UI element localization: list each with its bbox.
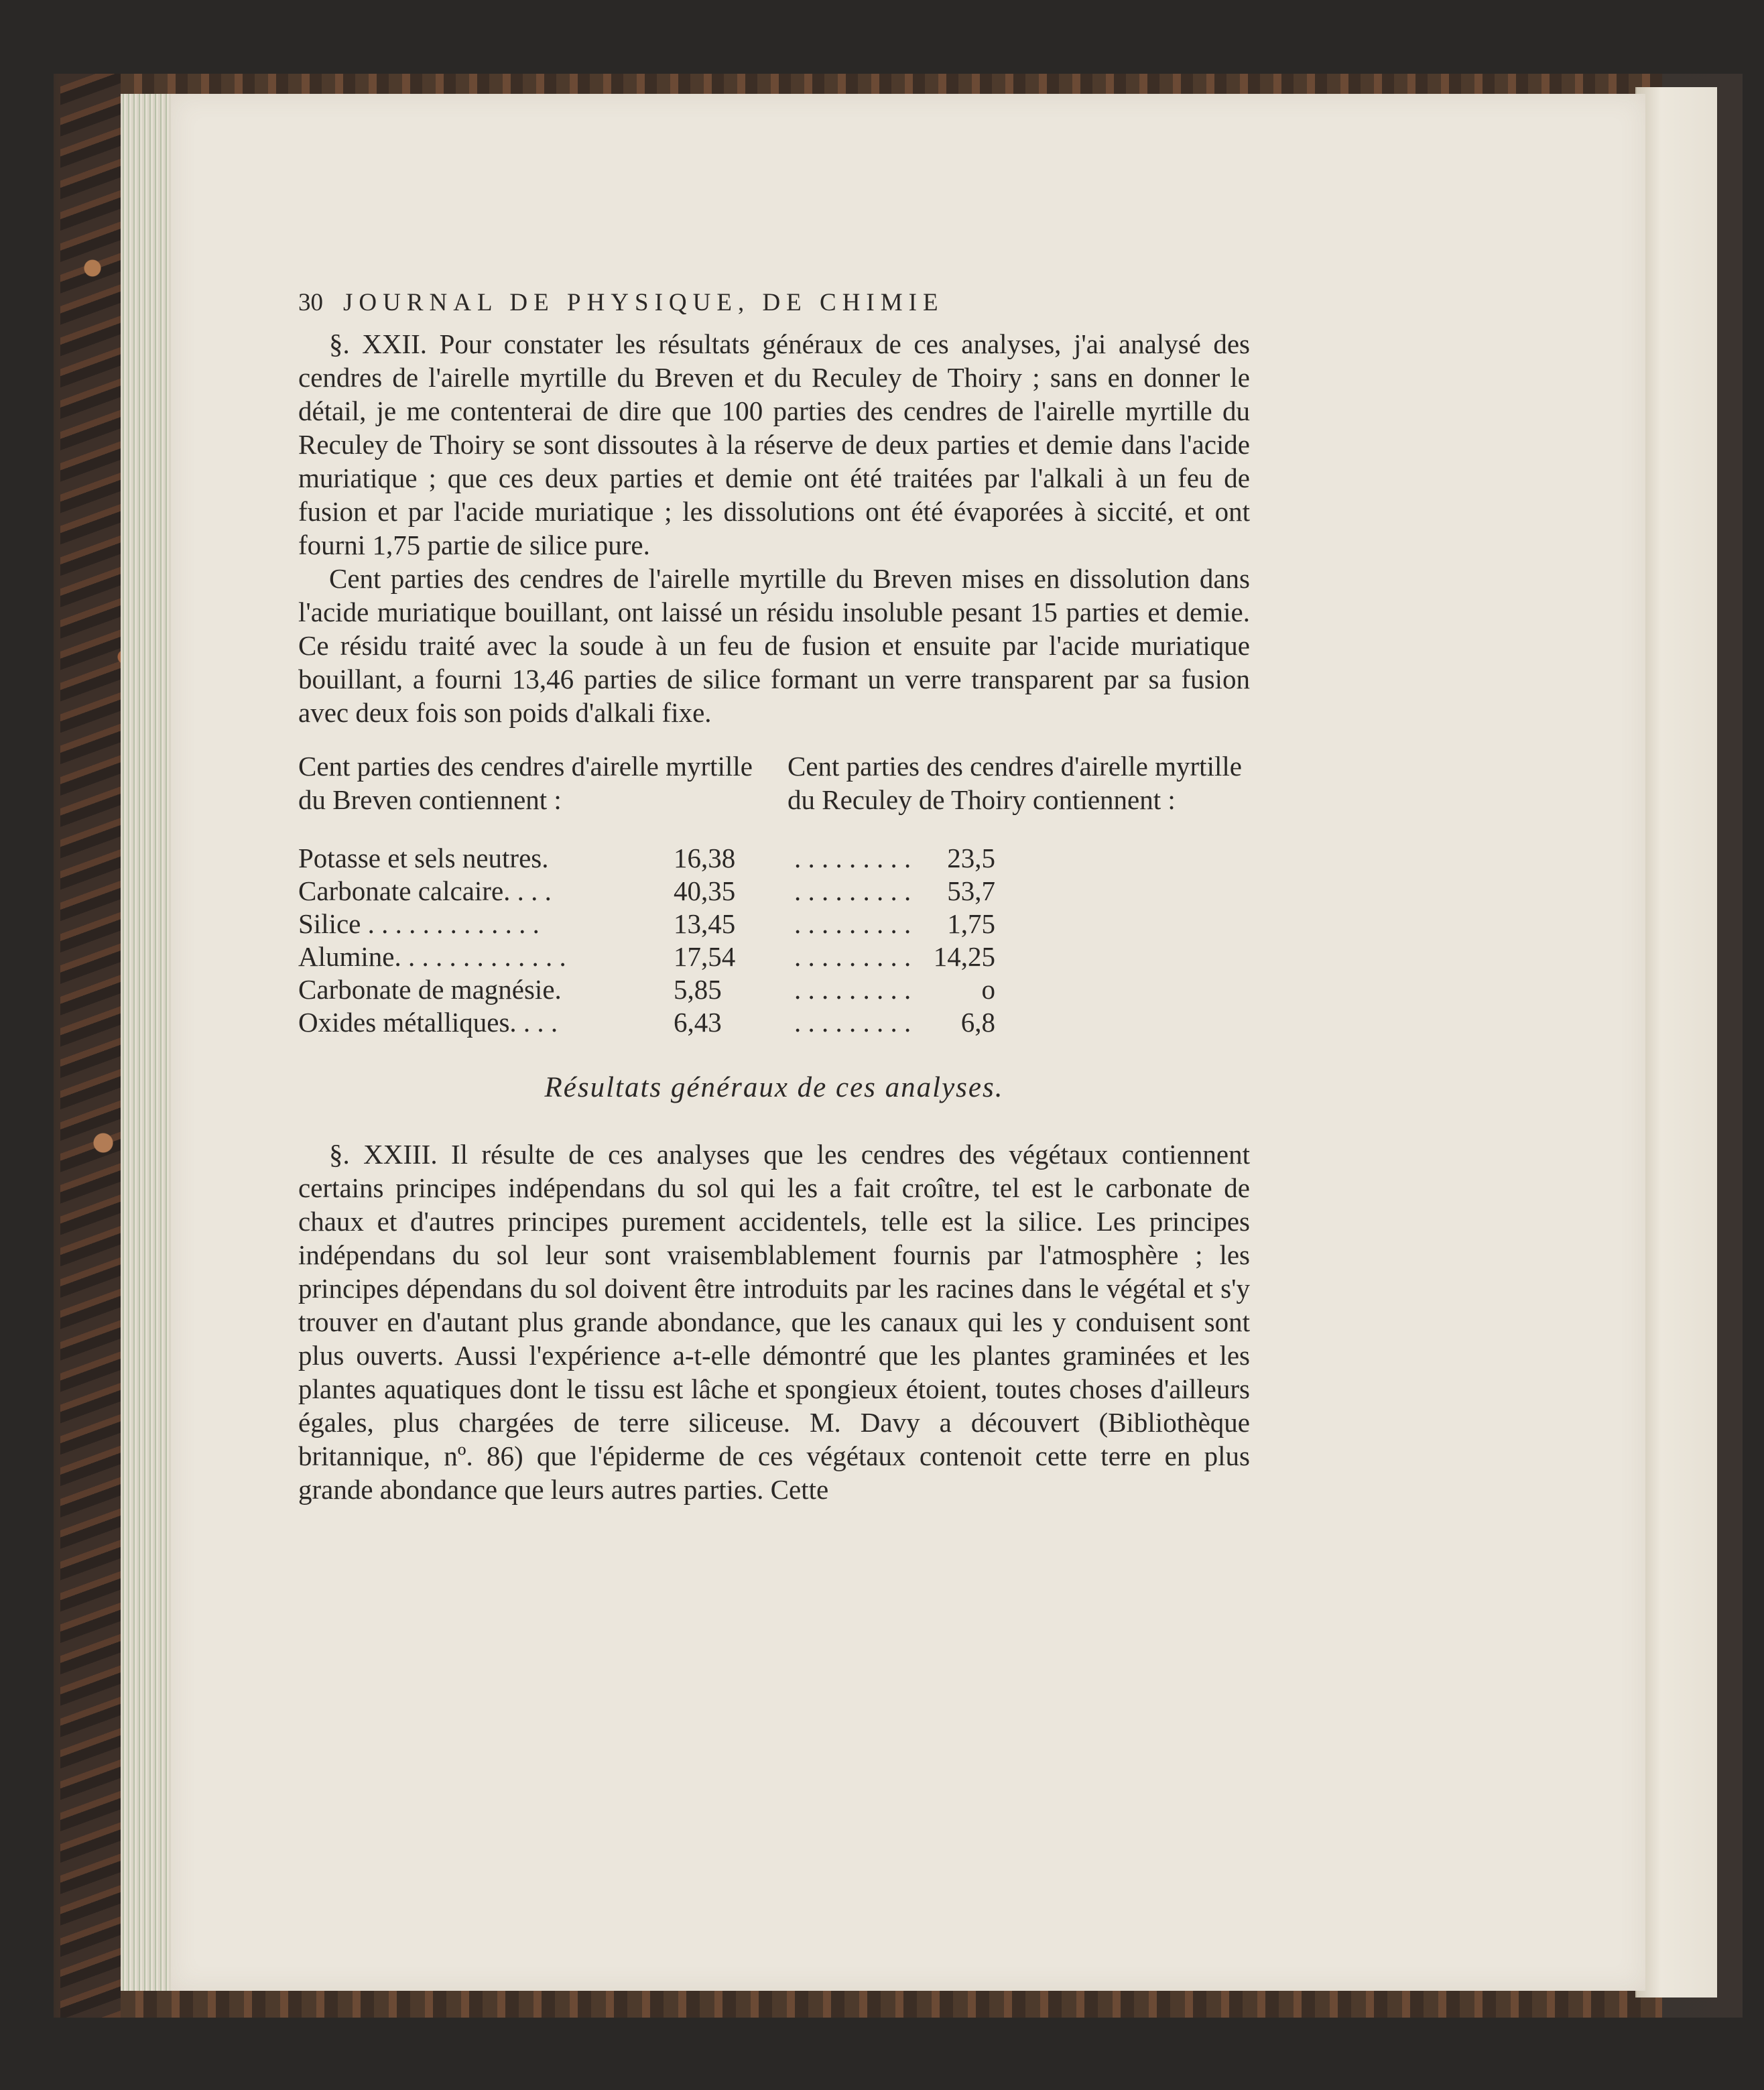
section-heading: Résultats généraux de ces analyses.	[544, 1072, 1004, 1103]
composition-table	[298, 842, 1035, 1039]
page-number: 30	[298, 289, 323, 316]
row-label: Silice . . . . . . . . . . . . .	[298, 908, 540, 939]
table-row	[298, 908, 1035, 940]
table-row	[298, 940, 1035, 973]
page-text	[298, 288, 1421, 1506]
dot-leader: . . . . . . . . .	[794, 843, 911, 873]
dot-leader: . . . . . . . . .	[794, 908, 911, 939]
breven-value: 17,54	[674, 941, 736, 972]
reculey-value: 14,25	[933, 941, 995, 972]
paragraph-breven: Cent parties des cendres de l'airelle myrtille du Breven mises en dissolution dans l'acide muriatique bouillant, ont laissé un résidu insoluble pesant 15 parties et demie. Ce résidu traité avec la soude à un feu de fusion et ensuite par l'acide muriatique bouillant, a fourni 13,46 parties de silice formant un verre transparent par sa fusion avec deux fois son poids d'alkali fixe.	[298, 563, 1250, 728]
row-label: Carbonate calcaire. . . .	[298, 875, 552, 906]
row-label: Oxides métalliques. . . .	[298, 1007, 558, 1038]
dot-leader: . . . . . . . . .	[794, 941, 911, 972]
table-row	[298, 973, 1035, 1006]
dot-leader: . . . . . . . . .	[794, 974, 911, 1005]
breven-value: 5,85	[674, 974, 722, 1005]
breven-value: 6,43	[674, 1007, 722, 1038]
paragraph-xxiii: §. XXIII. Il résulte de ces analyses que les cendres des végétaux contiennent certains principes indépendans du sol qui les a fait croître, tel est le carbonate de chaux et d'autres principes purement accidentels, telle est la silice. Les principes indépendans du sol leur sont vraisemblablement fournis par l'atmosphère ; les principes dépendans du sol doivent être introduits par les racines dans le végétal et s'y trouver en d'autant plus grande abondance, que les canaux qui les y conduisent sont plus ouverts. Aussi l'expérience a-t-elle démontré que les plantes graminées et les plantes aquatiques dont le tissu est lâche et spongieux étoient, toutes choses d'ailleurs égales, plus chargées de terre siliceuse. M. Davy a découvert (Bibliothèque britannique, nº. 86) que l'épiderme de ces végétaux contenoit cette terre en plus grande abondance que leurs autres parties. Cette	[298, 1139, 1250, 1505]
table-row	[298, 842, 1035, 875]
dot-leader: . . . . . . . . .	[794, 1007, 911, 1038]
dot-leader: . . . . . . . . .	[794, 875, 911, 906]
column-header-reculey: Cent parties des cendres d'airelle myrtille du Reculey de Thoiry contiennent :	[788, 751, 1242, 815]
page-edges	[121, 94, 174, 1991]
breven-value: 40,35	[674, 875, 736, 906]
facing-page-edge	[1635, 87, 1717, 1997]
table-column-headers	[298, 749, 1250, 816]
reculey-value: 53,7	[947, 875, 995, 906]
breven-value: 16,38	[674, 843, 736, 873]
row-label: Carbonate de magnésie.	[298, 974, 562, 1005]
breven-value: 13,45	[674, 908, 736, 939]
table-row	[298, 875, 1035, 908]
reculey-value: 6,8	[960, 1007, 995, 1038]
journal-title: JOURNAL DE PHYSIQUE, DE CHIMIE	[343, 289, 944, 316]
row-label: Alumine. . . . . . . . . . . . .	[298, 941, 566, 972]
reculey-value: o	[981, 974, 995, 1005]
table-row	[298, 1006, 1035, 1039]
paragraph-xxii: §. XXII. Pour constater les résultats généraux de ces analyses, j'ai analysé des cendres de l'airelle myrtille du Breven et du Reculey de Thoiry ; sans en donner le détail, je me contenterai de dire que 100 parties des cendres de l'airelle myrtille du Reculey de Thoiry se sont dissoutes à la réserve de deux parties et demie dans l'acide muriatique ; que ces deux parties et demie ont été traitées par l'alkali à un feu de fusion et par l'acide muriatique ; les dissolutions ont été évaporées à siccité, et ont fourni 1,75 partie de silice pure.	[298, 328, 1250, 560]
reculey-value: 23,5	[947, 843, 995, 873]
running-head	[298, 288, 1421, 327]
row-label: Potasse et sels neutres.	[298, 843, 549, 873]
reculey-value: 1,75	[947, 908, 995, 939]
column-header-breven: Cent parties des cendres d'airelle myrtille du Breven contiennent :	[298, 751, 753, 815]
